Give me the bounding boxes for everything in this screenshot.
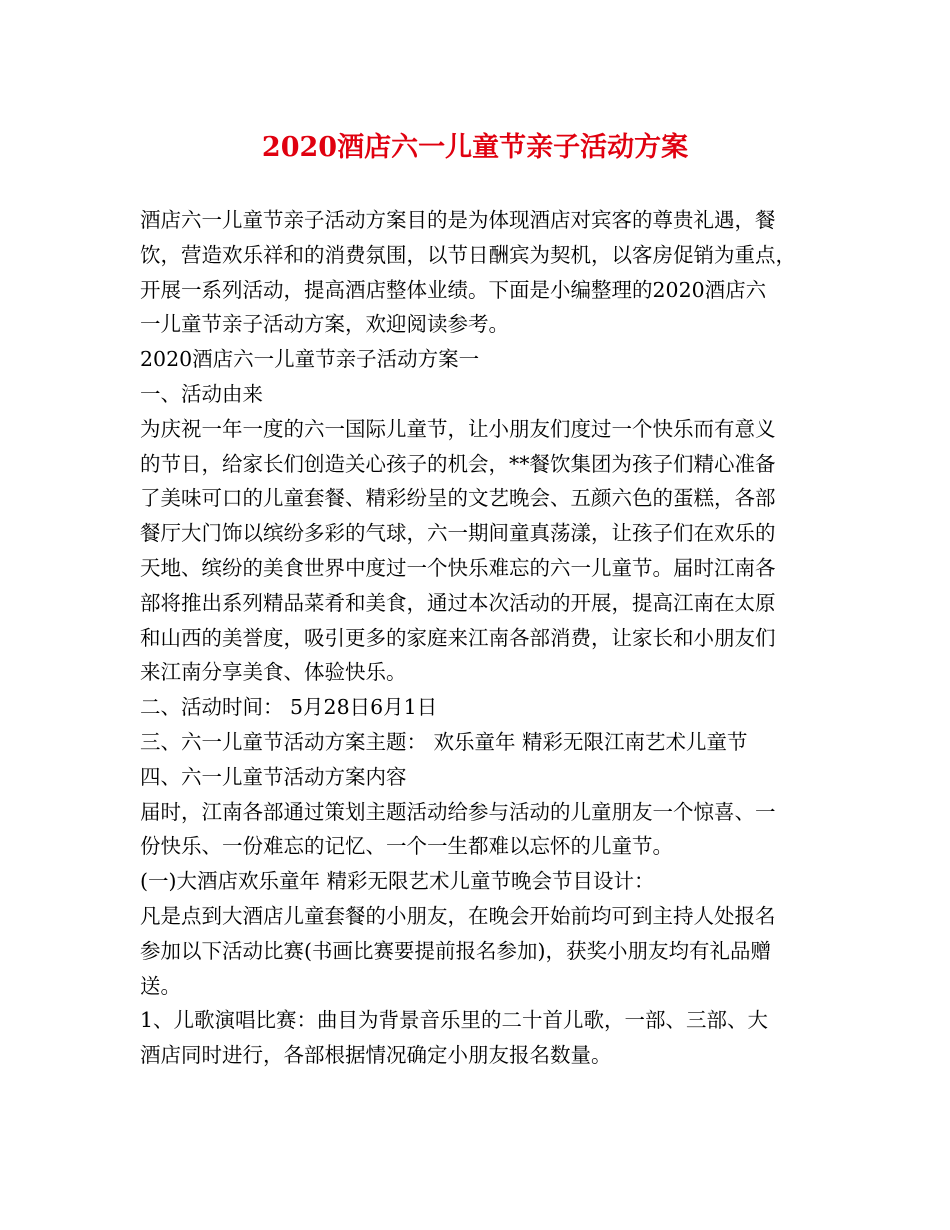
text-line: 一儿童节亲子活动方案，欢迎阅读参考。 — [140, 312, 509, 337]
text-line: 三、六一儿童节活动方案主题： 欢乐童年 精彩无限江南艺术儿童节 — [140, 729, 748, 754]
text-line: 四、六一儿童节活动方案内容 — [140, 764, 407, 789]
document-title: 2020酒店六一儿童节亲子活动方案 — [261, 132, 689, 163]
text-line: 部将推出系列精品菜肴和美食，通过本次活动的开展，提高江南在太原 — [140, 590, 776, 615]
text-line: 2020酒店六一儿童节亲子活动方案一 — [140, 347, 480, 372]
text-line: 届时，江南各部通过策划主题活动给参与活动的儿童朋友一个惊喜、一 — [140, 799, 776, 824]
text-line: 的节日，给家长们创造关心孩子的机会，**餐饮集团为孩子们精心准备 — [140, 451, 776, 476]
text-line: 酒店同时进行，各部根据情况确定小朋友报名数量。 — [140, 1043, 612, 1068]
text-line: 一、活动由来 — [140, 381, 263, 406]
text-line: 来江南分享美食、体验快乐。 — [140, 660, 407, 685]
text-line: 二、活动时间： 5月28日6月1日 — [140, 695, 438, 720]
text-line: 酒店六一儿童节亲子活动方案目的是为体现酒店对宾客的尊贵礼遇，餐 — [140, 208, 776, 232]
text-line: 份快乐、一份难忘的记忆、一个一生都难以忘怀的儿童节。 — [140, 834, 673, 859]
text-line: 天地、缤纷的美食世界中度过一个快乐难忘的六一儿童节。届时江南各 — [140, 555, 776, 580]
document-body — [140, 203, 830, 1073]
text-line: 和山西的美誉度，吸引更多的家庭来江南各部消费，让家长和小朋友们 — [140, 625, 776, 650]
text-line: 开展一系列活动，提高酒店整体业绩。下面是小编整理的2020酒店六 — [140, 277, 767, 302]
text-line: 餐厅大门饰以缤纷多彩的气球，六一期间童真荡漾，让孩子们在欢乐的 — [140, 521, 776, 546]
text-line: 送。 — [140, 973, 181, 998]
text-line: 参加以下活动比赛(书画比赛要提前报名参加)，获奖小朋友均有礼品赠 — [140, 938, 771, 963]
text-line: 了美味可口的儿童套餐、精彩纷呈的文艺晚会、五颜六色的蛋糕，各部 — [140, 486, 776, 511]
text-line: (一)大酒店欢乐童年 精彩无限艺术儿童节晚会节目设计： — [140, 869, 655, 894]
text-line: 凡是点到大酒店儿童套餐的小朋友，在晚会开始前均可到主持人处报名 — [140, 903, 776, 928]
text-line: 为庆祝一年一度的六一国际儿童节，让小朋友们度过一个快乐而有意义 — [140, 416, 776, 441]
text-line: 1、儿歌演唱比赛：曲目为背景音乐里的二十首儿歌，一部、三部、大 — [140, 1008, 769, 1033]
text-line: 饮，营造欢乐祥和的消费氛围，以节日酬宾为契机，以客房促销为重点， — [140, 242, 796, 267]
